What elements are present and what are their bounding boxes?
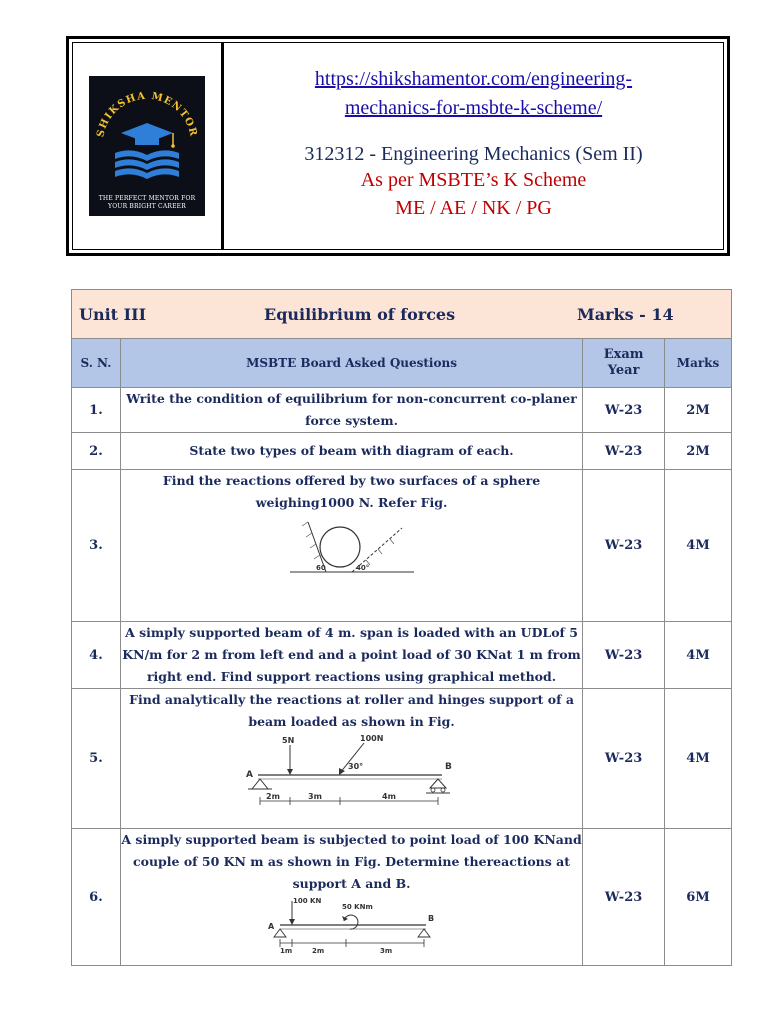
row-year: W-23 xyxy=(583,433,665,470)
course-info-cell xyxy=(224,43,723,249)
unit-title: Equilibrium of forces xyxy=(264,304,456,324)
table-row xyxy=(72,470,732,622)
svg-text:3m: 3m xyxy=(307,792,322,801)
table-row xyxy=(72,388,732,433)
svg-text:B: B xyxy=(444,762,452,772)
table-header-row xyxy=(72,339,732,388)
table-row xyxy=(72,433,732,470)
sphere-figure xyxy=(282,514,422,580)
unit-number: Unit III xyxy=(79,304,147,324)
row-question: Find analytically the reactions at roller and hinges support of a beam loaded as shown in Fig. A B 5N 100N 30° 2m 3m 4m xyxy=(120,689,582,829)
svg-text:1m: 1m xyxy=(279,947,292,955)
scheme-text: As per MSBTE’s K Scheme xyxy=(360,169,587,191)
svg-text:A: A xyxy=(245,770,253,780)
svg-text:4m: 4m xyxy=(381,792,396,801)
row-year: W-23 xyxy=(583,388,665,433)
column-header-exam-year: Exam Year xyxy=(583,339,665,388)
svg-text:100N: 100N xyxy=(359,734,383,743)
svg-text:A: A xyxy=(267,922,274,931)
couple-beam-figure xyxy=(262,895,442,955)
svg-text:B: B xyxy=(427,914,434,923)
row-sn: 5. xyxy=(72,689,121,829)
table-row xyxy=(72,829,732,966)
row-question: Write the condition of equilibrium for non-concurrent co-planer force system. xyxy=(120,388,582,433)
column-header-marks: Marks xyxy=(665,339,732,388)
svg-text:40°: 40° xyxy=(355,564,369,572)
row-year: W-23 xyxy=(583,470,665,622)
row-sn: 3. xyxy=(72,470,121,622)
roller-hinge-beam-figure xyxy=(242,733,462,809)
unit-row xyxy=(72,290,732,339)
shiksha-mentor-logo xyxy=(89,76,205,216)
svg-text:2m: 2m xyxy=(311,947,324,955)
row-question: State two types of beam with diagram of each. xyxy=(120,433,582,470)
logo-tagline: THE PERFECT MENTOR FOR YOUR BRIGHT CAREER xyxy=(98,195,196,210)
row-marks: 2M xyxy=(665,388,732,433)
row-question: Find the reactions offered by two surfaces of a sphere weighing1000 N. Refer Fig. 60 40° xyxy=(120,470,582,622)
course-link[interactable]: https://shikshamentor.com/engineering- mechanics-for-msbte-k-scheme/ xyxy=(314,68,633,119)
branches-text: ME / AE / NK / PG xyxy=(395,197,552,219)
logo-name: SHIKSHA MENTOR xyxy=(95,90,199,139)
row-sn: 6. xyxy=(72,829,121,966)
row-year: W-23 xyxy=(583,829,665,966)
header-box xyxy=(66,36,730,256)
row-year: W-23 xyxy=(583,689,665,829)
questions-table xyxy=(71,289,732,966)
row-marks: 4M xyxy=(665,470,732,622)
row-marks: 6M xyxy=(665,829,732,966)
row-sn: 4. xyxy=(72,622,121,689)
svg-text:60: 60 xyxy=(315,564,326,572)
row-marks: 4M xyxy=(665,689,732,829)
course-title: 312312 - Engineering Mechanics (Sem II) xyxy=(304,143,643,165)
row-marks: 4M xyxy=(665,622,732,689)
column-header-question: MSBTE Board Asked Questions xyxy=(120,339,582,388)
table-row xyxy=(72,622,732,689)
svg-text:100 KN: 100 KN xyxy=(292,897,321,905)
svg-text:3m: 3m xyxy=(379,947,392,955)
table-row xyxy=(72,689,732,829)
svg-text:30°: 30° xyxy=(347,762,363,771)
svg-text:50 KNm: 50 KNm xyxy=(341,903,373,911)
row-sn: 1. xyxy=(72,388,121,433)
row-marks: 2M xyxy=(665,433,732,470)
logo-cell xyxy=(73,43,224,249)
row-year: W-23 xyxy=(583,622,665,689)
logo-graphic xyxy=(89,81,205,193)
svg-text:2m: 2m xyxy=(265,792,280,801)
header-inner-border xyxy=(72,42,724,250)
row-question: A simply supported beam of 4 m. span is loaded with an UDLof 5 KN/m for 2 m from left end and a point load of 30 KNat 1 m from right end. Find support reactions using graphical method. xyxy=(120,622,582,689)
unit-marks: Marks - 14 xyxy=(577,304,674,324)
column-header-sn: S. N. xyxy=(72,339,121,388)
svg-text:5N: 5N xyxy=(281,736,294,745)
row-question: A simply supported beam is subjected to point load of 100 KNand couple of 50 KN m as shown in Fig. Determine thereactions at support A and B. A B 100 KN 50 KNm 1m 2m 3m xyxy=(120,829,582,966)
row-sn: 2. xyxy=(72,433,121,470)
